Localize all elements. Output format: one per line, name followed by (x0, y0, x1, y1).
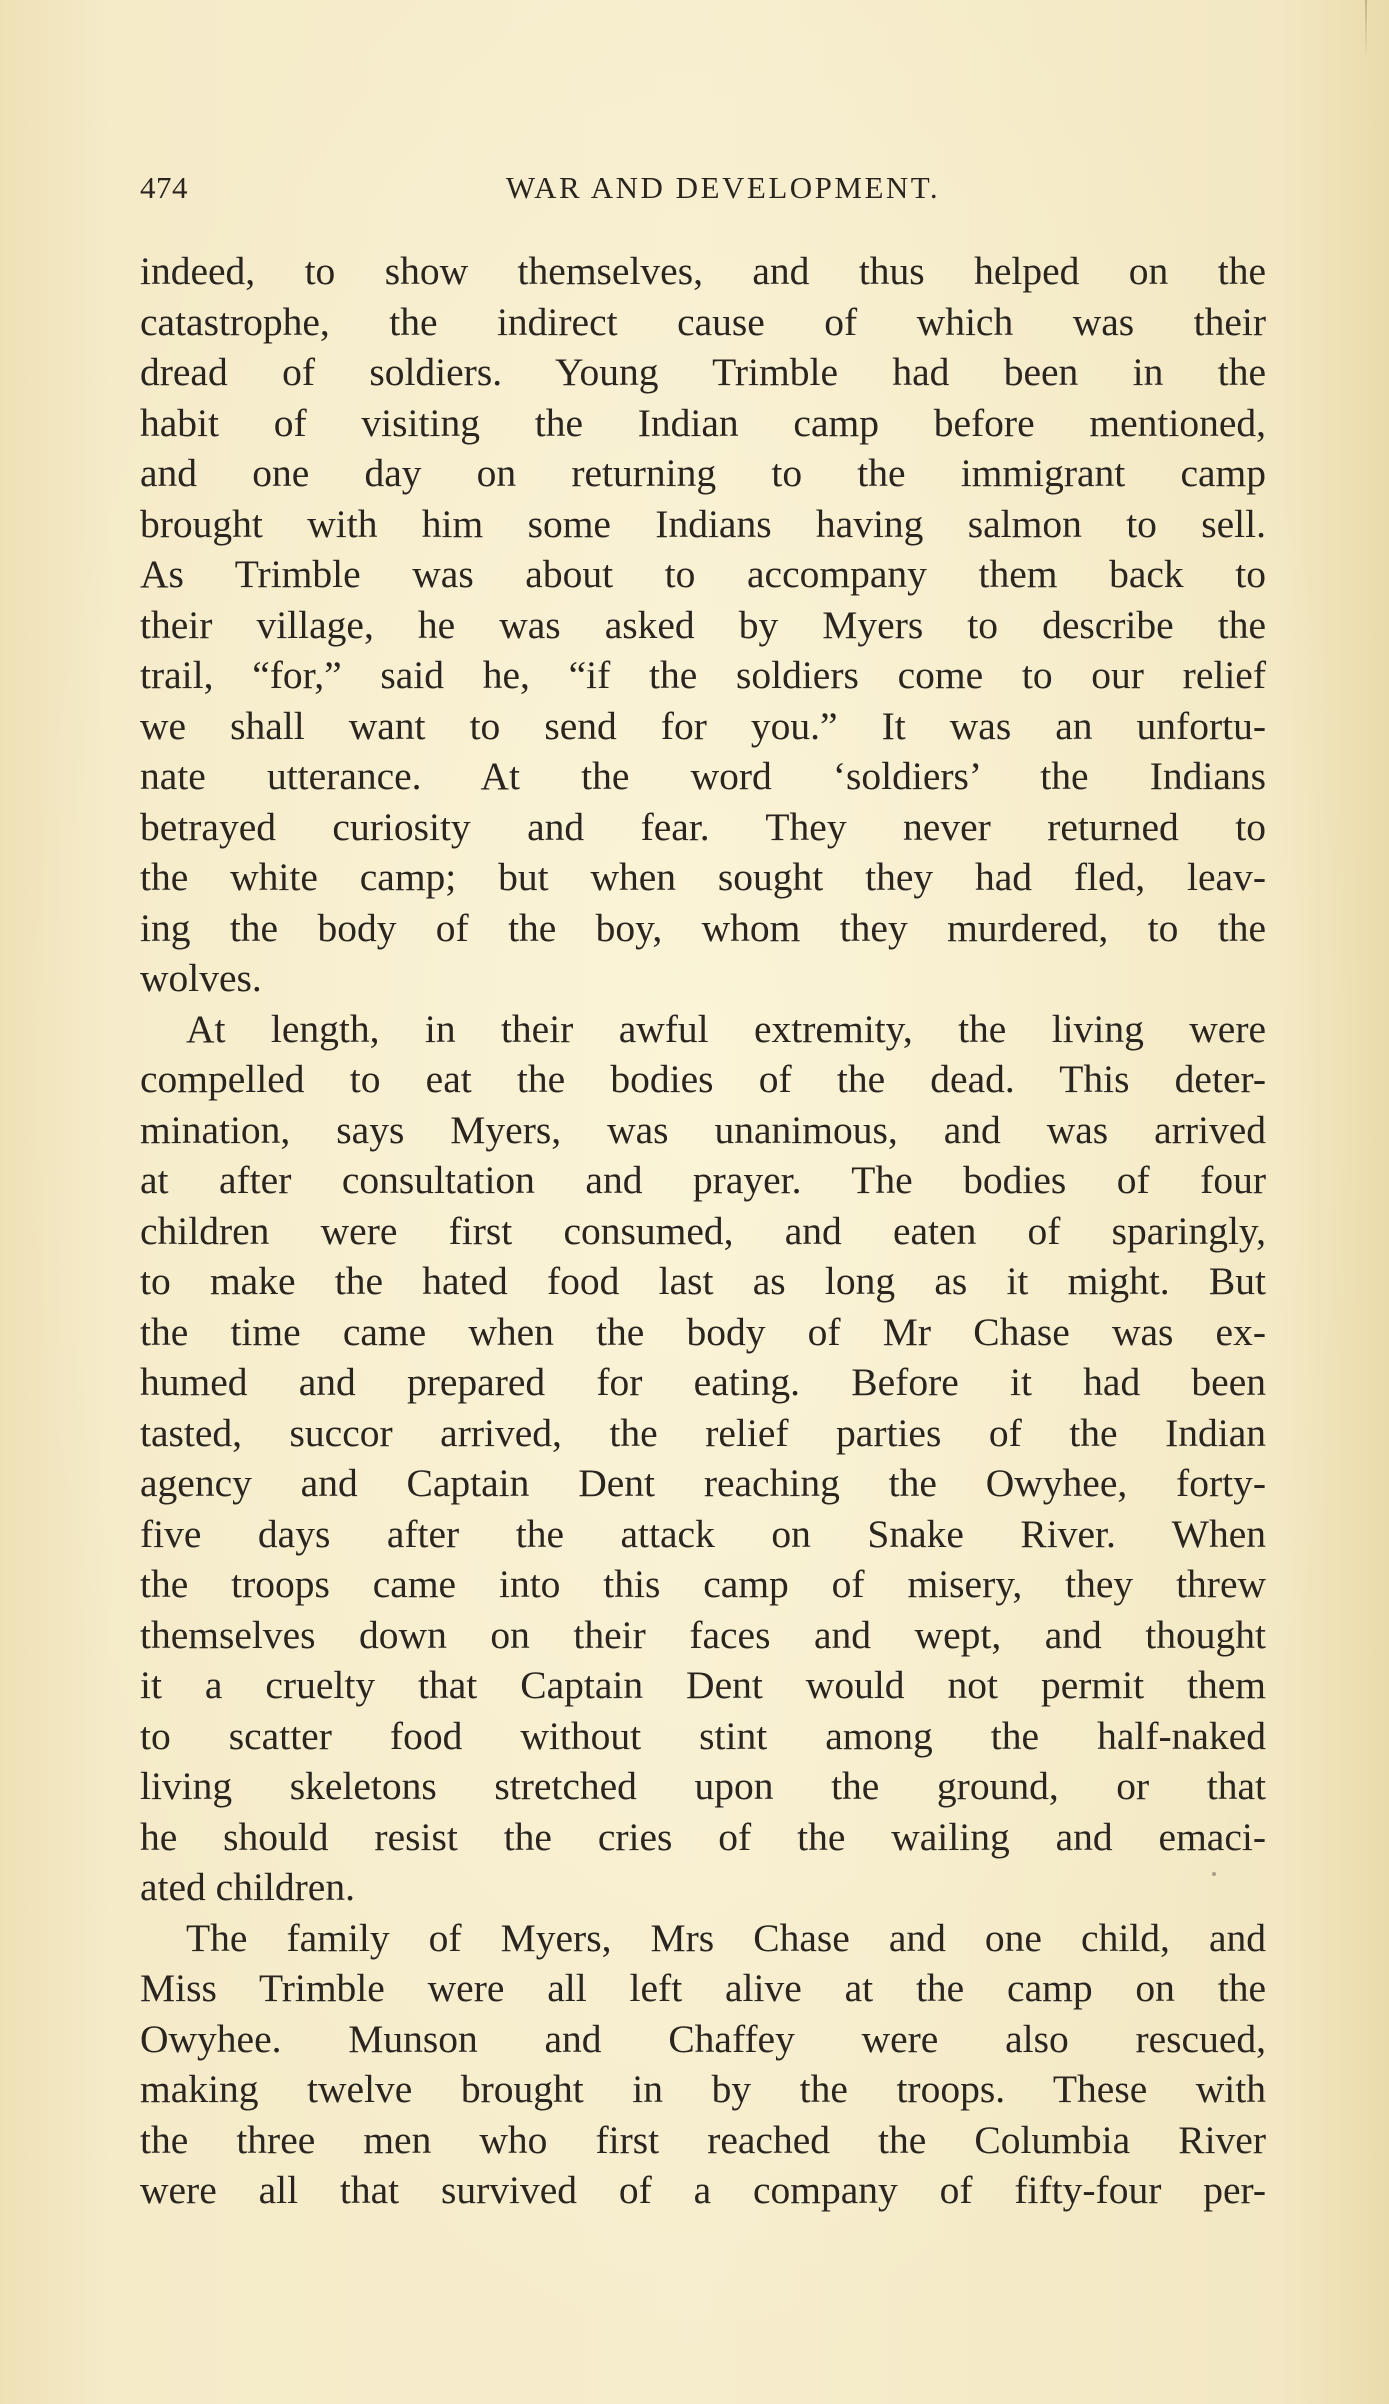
running-title: WAR AND DEVELOPMENT. (505, 170, 941, 205)
page-number: 474 (140, 170, 188, 205)
text-line: Owyhee. Munson and Chaffey were also rescued, (140, 2016, 1266, 2061)
text-line: ing the body of the boy, whom they murdered, to the (140, 905, 1266, 950)
text-line: he should resist the cries of the wailing and emaci- (140, 1814, 1266, 1859)
text-line: the troops came into this camp of misery, they threw (140, 1562, 1266, 1606)
text-line: catastrophe, the indirect cause of which was their (140, 299, 1266, 344)
text-line: habit of visiting the Indian camp before mentioned, (140, 400, 1266, 445)
text-line: children were first consumed, and eaten of sparingly, (140, 1208, 1266, 1253)
body-text (140, 246, 1266, 2216)
text-line: their village, he was asked by Myers to describe the (140, 602, 1266, 647)
paragraph-start-line: The family of Myers, Mrs Chase and one child, and (186, 1915, 1266, 1960)
text-line: agency and Captain Dent reaching the Owyhee, forty- (140, 1461, 1266, 1505)
text-line: making twelve brought in by the troops. These with (140, 2067, 1266, 2111)
text-line: compelled to eat the bodies of the dead. This deter- (140, 1057, 1266, 1101)
text-line: at after consultation and prayer. The bodies of four (140, 1158, 1266, 1202)
text-line: themselves down on their faces and wept, and thought (140, 1612, 1266, 1657)
text-line: dread of soldiers. Young Trimble had been in the (140, 350, 1266, 394)
paragraph-start-line: At length, in their awful extremity, the living were (186, 1006, 1266, 1051)
text-line: to scatter food without stint among the half-naked (140, 1713, 1266, 1758)
text-line: the white camp; but when sought they had fled, leav- (140, 855, 1266, 899)
text-line: were all that survived of a company of fifty-four per- (140, 2168, 1266, 2212)
text-line: humed and prepared for eating. Before it had been (140, 1360, 1266, 1404)
text-line: brought with him some Indians having salmon to sell. (140, 501, 1266, 546)
text-line: ated children. (140, 1865, 355, 1909)
text-line: five days after the attack on Snake River. When (140, 1511, 1266, 1556)
text-line: tasted, succor arrived, the relief parties of the Indian (140, 1410, 1266, 1455)
text-line: to make the hated food last as long as it might. But (140, 1259, 1266, 1303)
running-head (140, 170, 1266, 220)
text-line: mination, says Myers, was unanimous, and was arrived (140, 1107, 1266, 1152)
text-line: nate utterance. At the word ‘soldiers’ the Indians (140, 754, 1266, 798)
text-line: Miss Trimble were all left alive at the camp on the (140, 1966, 1266, 2010)
text-line: indeed, to show themselves, and thus helped on the (140, 249, 1266, 293)
text-line: trail, “for,” said he, “if the soldiers come to our relief (140, 653, 1266, 697)
ink-speck (1212, 1872, 1216, 1876)
text-line: the time came when the body of Mr Chase was ex- (140, 1309, 1266, 1354)
text-line: wolves. (140, 956, 262, 1000)
text-line: and one day on returning to the immigrant camp (140, 451, 1266, 495)
text-line: we shall want to send for you.” It was an unfortu- (140, 703, 1266, 748)
page-edge-shadow (1365, 0, 1367, 60)
text-line: the three men who first reached the Columbia River (140, 2117, 1266, 2162)
text-line: As Trimble was about to accompany them back to (140, 552, 1266, 596)
text-line: living skeletons stretched upon the ground, or that (140, 1764, 1266, 1808)
text-line: it a cruelty that Captain Dent would not permit them (140, 1663, 1266, 1707)
text-line: betrayed curiosity and fear. They never returned to (140, 804, 1266, 849)
